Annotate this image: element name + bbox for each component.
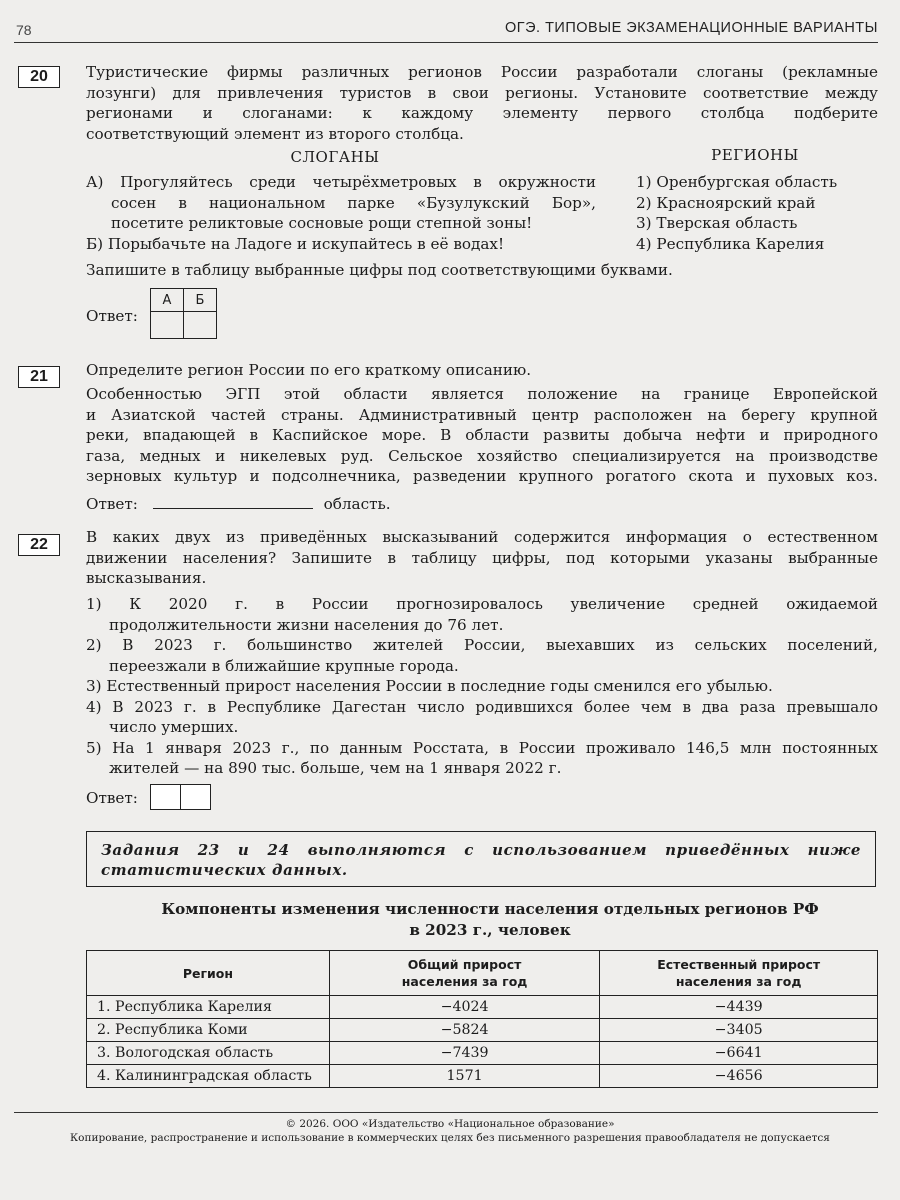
slogan-a-line: А) Прогуляйтесь среди четырёхметровых в окружности	[86, 173, 596, 191]
task22-answer-cell-1[interactable]	[150, 784, 181, 810]
task20-answer-label: Ответ:	[86, 307, 138, 325]
regions-list	[636, 172, 876, 254]
statement-line: продолжительности жизни населения до 76 лет.	[109, 615, 504, 634]
task20-intro-line: Туристические фирмы различных регионов России разработали слоганы (рекламные	[86, 63, 878, 81]
running-title: ОГЭ. ТИПОВЫЕ ЭКЗАМЕНАЦИОННЫЕ ВАРИАНТЫ	[504, 20, 878, 36]
table-row	[87, 996, 878, 1019]
header-divider	[14, 42, 878, 43]
task21-answer-row	[86, 492, 391, 515]
regions-heading: РЕГИОНЫ	[711, 146, 799, 164]
region-cell: 3. Вологодская область	[87, 1042, 330, 1065]
answer-cell-b[interactable]	[184, 312, 217, 339]
region-item: 4) Республика Карелия	[636, 234, 825, 253]
task22-statements	[86, 594, 878, 779]
task21-desc-line: зерновых культур и подсолнечника, разведении крупного рогатого скота и пуховых коз.	[86, 467, 878, 485]
slogans-heading: СЛОГАНЫ	[290, 148, 380, 166]
table-title: Компоненты изменения численности населения отдельных регионов РФ	[161, 900, 819, 918]
task20-intro-line: лозунги) для привлечения туристов в свои регионы. Установите соответствие между	[86, 83, 878, 102]
footer-copyright: © 2026. ООО «Издательство «Национальное образование»	[285, 1118, 615, 1130]
task20-intro-line: соответствующий элемент из второго столбца.	[86, 124, 464, 143]
answer-col-a: А	[151, 289, 184, 312]
task-number-20: 20	[18, 66, 60, 88]
task-number-22: 22	[18, 534, 60, 556]
slogan-a-line: посетите реликтовые сосновые рощи степной зоны!	[111, 214, 533, 232]
table-row	[87, 1042, 878, 1065]
region-item: 2) Красноярский край	[636, 193, 816, 212]
table-row	[87, 1065, 878, 1088]
statement-line: 3) Естественный прирост населения России в последние годы сменился его убылью.	[86, 677, 773, 695]
statement-line: 4) В 2023 г. в Республике Дагестан число родившихся более чем в два раза превышало	[86, 697, 878, 716]
answer-cell-a[interactable]	[151, 312, 184, 339]
region-item: 1) Оренбургская область	[636, 173, 838, 191]
task21-desc-line: и Азиатской частей страны. Административный центр расположен на берегу крупной	[86, 405, 878, 424]
task20-instruction: Запишите в таблицу выбранные цифры под соответствующими буквами.	[86, 261, 673, 279]
note-line: статистических данных.	[101, 861, 348, 879]
task21-desc-line: Особенностью ЭГП этой области является положение на границе Европейской	[86, 385, 878, 403]
task20-answer-table	[150, 288, 217, 339]
task22-answer-label: Ответ:	[86, 789, 138, 807]
region-cell: 2. Республика Коми	[87, 1019, 330, 1042]
natural-cell: −4439	[600, 996, 878, 1019]
statement-line: 1) К 2020 г. в России прогнозировалось увеличение средней ожидаемой	[86, 595, 878, 613]
table-subtitle: в 2023 г., человек	[409, 921, 571, 939]
footer-divider	[14, 1112, 878, 1113]
natural-cell: −6641	[600, 1042, 878, 1065]
statement-line: переезжали в ближайшие крупные города.	[109, 656, 459, 675]
task21-desc-line: газа, медных и никелевых руд. Сельское хозяйство специализируется на производстве	[86, 446, 878, 465]
region-item: 3) Тверская область	[636, 214, 798, 232]
column-header-natural: Естественный прирост населения за год	[600, 951, 878, 996]
slogans-list	[86, 172, 596, 254]
task22-intro-line: движении населения? Запишите в таблицу цифры, под которыми указаны выбранные	[86, 548, 878, 567]
total-cell: −7439	[329, 1042, 600, 1065]
statement-line: число умерших.	[109, 718, 239, 736]
statement-line: 2) В 2023 г. большинство жителей России, выехавших из сельских поселений,	[86, 636, 878, 654]
task21-description	[86, 384, 878, 487]
answer-col-b: Б	[184, 289, 217, 312]
region-cell: 4. Калининградская область	[87, 1065, 330, 1088]
task21-question: Определите регион России по его краткому описанию.	[86, 361, 532, 379]
population-table	[86, 950, 878, 1088]
region-cell: 1. Республика Карелия	[87, 996, 330, 1019]
footer-notice: Копирование, распространение и использование в коммерческих целях без письменного разрешения правообладателя не допускается	[70, 1132, 830, 1144]
natural-cell: −4656	[600, 1065, 878, 1088]
task21-desc-line: реки, впадающей в Каспийское море. В области развиты добыча нефти и природного	[86, 426, 878, 444]
task22-intro-line: высказывания.	[86, 569, 207, 587]
note-box	[86, 831, 876, 887]
statement-line: 5) На 1 января 2023 г., по данным Росстата, в России проживало 146,5 млн постоянных	[86, 738, 878, 757]
task22-answer-cell-2[interactable]	[181, 784, 211, 810]
task22-answer-boxes	[150, 784, 211, 810]
page-number: 78	[16, 22, 32, 38]
total-cell: −4024	[329, 996, 600, 1019]
table-row	[87, 1019, 878, 1042]
task-number-21: 21	[18, 366, 60, 388]
slogan-b: Б) Порыбачьте на Ладоге и искупайтесь в её водах!	[86, 234, 505, 253]
column-header-total: Общий прирост населения за год	[329, 951, 600, 996]
task21-answer-blank[interactable]	[153, 492, 313, 509]
note-line: Задания 23 и 24 выполняются с использованием приведённых ниже	[101, 841, 861, 859]
task20-intro	[86, 62, 878, 144]
slogan-a-line: сосен в национальном парке «Бузулукский Бор»,	[111, 193, 596, 212]
task20-intro-line: регионами и слоганами: к каждому элементу первого столбца подберите	[86, 104, 878, 122]
natural-cell: −3405	[600, 1019, 878, 1042]
total-cell: 1571	[329, 1065, 600, 1088]
task22-intro	[86, 527, 878, 589]
total-cell: −5824	[329, 1019, 600, 1042]
task21-answer-label: Ответ:	[86, 495, 138, 513]
task22-intro-line: В каких двух из приведённых высказываний содержится информация о естественном	[86, 528, 878, 546]
statement-line: жителей — на 890 тыс. больше, чем на 1 января 2022 г.	[109, 759, 562, 777]
column-header-region: Регион	[87, 951, 330, 996]
task21-answer-suffix: область.	[323, 495, 391, 513]
